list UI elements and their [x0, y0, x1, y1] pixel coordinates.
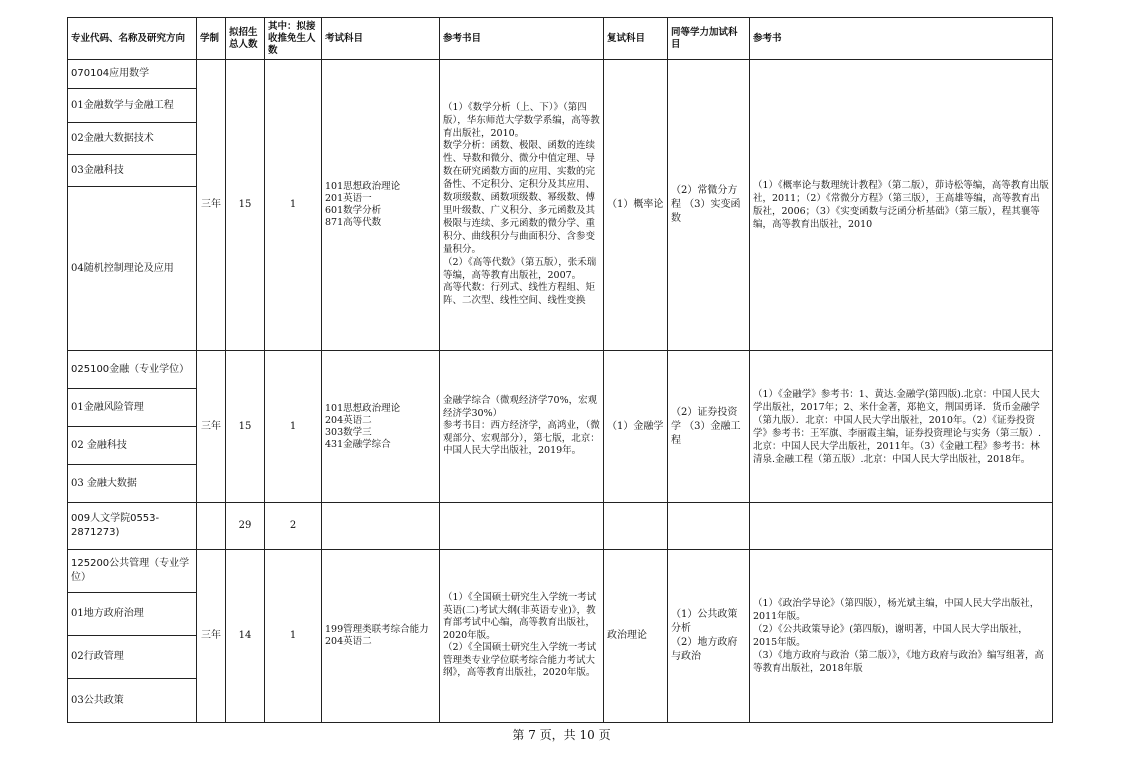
- reference-books-2: （1）《金融学》参考书：1、黄达.金融学(第四版).北京：中国人民大学出版社，2017年；2、米什金著，郑艳文，荆国勇译．货币金融学（第九版）．北京：中国人民大学出版社，2010年。（2）《证券投资学》参考书：王军旗、李丽霞主编，证券投资理论与实务（第三版）.北京：中国人民大学出版社，2011年。（3）《金融工程》参考书：林清泉.金融工程（第五版）.北京：中国人民大学出版社，2018年。: [750, 351, 1053, 503]
- retest-subject: （1）概率论: [604, 60, 668, 351]
- header-ref: 参考书目: [440, 18, 604, 60]
- planned-cell: 14: [226, 550, 265, 723]
- exempt-cell: 2: [265, 503, 322, 550]
- exam-subjects: 101思想政治理论 204英语二 303数学三 431金融学综合: [322, 351, 440, 503]
- direction-item: 01金融数学与金融工程: [68, 89, 197, 123]
- planned-cell: 29: [226, 503, 265, 550]
- header-years: 学制: [197, 18, 226, 60]
- years-cell: 三年: [197, 351, 226, 503]
- direction-item: 03公共政策: [68, 679, 197, 723]
- major-code: 025100金融（专业学位）: [68, 351, 197, 389]
- reference-books: 金融学综合（微观经济学70%，宏观经济学30%） 参考书目：西方经济学，高鸿业，（微观部分、宏观部分），第七版，北京：中国人民大学出版社，2019年。: [440, 351, 604, 503]
- exempt-cell: 1: [265, 550, 322, 723]
- planned-cell: 15: [226, 60, 265, 351]
- direction-item: 02行政管理: [68, 636, 197, 679]
- direction-item: 04随机控制理论及应用: [68, 187, 197, 351]
- header-exam: 考试科目: [322, 18, 440, 60]
- major-code: 070104应用数学: [68, 60, 197, 89]
- extra-subjects: （2）证券投资学 （3）金融工程: [668, 351, 750, 503]
- retest-subject: [604, 503, 668, 550]
- header-row: [68, 18, 1053, 60]
- retest-subject: （1）金融学: [604, 351, 668, 503]
- reference-books-2: （1）《概率论与数理统计教程》（第二版），茆诗松等编，高等教育出版社，2011；（2）《常微分方程》（第三版），王高雄等编，高等教育出版社，2006；（3）《实变函数与泛函分析基础》（第三版），程其襄等编，高等教育出版社，2010: [750, 60, 1053, 351]
- major-code: 125200公共管理（专业学位）: [68, 550, 197, 593]
- extra-subjects: （2）常微分方程 （3）实变函数: [668, 60, 750, 351]
- reference-books: （1）《全国硕士研究生入学统一考试英语(二)考试大纲(非英语专业)》，教育部考试中心编，高等教育出版社，2020年版。 （2）《全国硕士研究生入学统一考试管理类专业学位联考综合能力考试大纲》，高等教育出版社，2020年版。: [440, 550, 604, 723]
- retest-subject: 政治理论: [604, 550, 668, 723]
- college-code: 009人文学院0553-2871273): [68, 503, 197, 550]
- reference-books-2: [750, 503, 1053, 550]
- page-footer: 第 7 页，共 10 页: [512, 728, 611, 742]
- header-exempt: 其中：拟接收推免生人数: [265, 18, 322, 60]
- admissions-table: [67, 17, 1053, 723]
- planned-cell: 15: [226, 351, 265, 503]
- years-cell: [197, 503, 226, 550]
- exam-subjects: 101思想政治理论 201英语一 601数学分析 871高等代数: [322, 60, 440, 351]
- header-planned: 拟招生总人数: [226, 18, 265, 60]
- years-cell: 三年: [197, 60, 226, 351]
- header-ref2: 参考书: [750, 18, 1053, 60]
- extra-subjects: （1）公共政策分析 （2）地方政府与政治: [668, 550, 750, 723]
- direction-item: 02 金融科技: [68, 427, 197, 465]
- direction-item: 02金融大数据技术: [68, 123, 197, 155]
- reference-books: [440, 503, 604, 550]
- exempt-cell: 1: [265, 60, 322, 351]
- reference-books: （1）《数学分析（上、下）》（第四版），华东师范大学数学系编，高等教育出版社，2010。 数学分析：函数、极限、函数的连续性、导数和微分、微分中值定理、导数在研究函数方面的应用、实数的完备性、不定积分、定积分及其应用、数项级数、函数项级数、幂级数、傅里叶级数、广义积分、多元函数及其极限与连续、多元函数的微分学、重积分、曲线积分与曲面积分、含参变量积分。 （2）《高等代数》（第五版），张禾瑞等编，高等教育出版社，2007。 高等代数：行列式、线性方程组、矩阵、二次型、线性空间、线性变换: [440, 60, 604, 351]
- header-extra: 同等学力加试科目: [668, 18, 750, 60]
- extra-subjects: [668, 503, 750, 550]
- exam-subjects: 199管理类联考综合能力 204英语二: [322, 550, 440, 723]
- direction-item: 03 金融大数据: [68, 465, 197, 503]
- reference-books-2: （1）《政治学导论》（第四版），杨光斌主编，中国人民大学出版社，2011年版。 （2）《公共政策导论》(第四版)，谢明著，中国人民大学出版社，2015年版。 （3）《地方政府与政治（第二版）》，《地方政府与政治》编写组著，高等教育出版社，2018年版: [750, 550, 1053, 723]
- exam-subjects: [322, 503, 440, 550]
- direction-item: 01金融风险管理: [68, 389, 197, 427]
- exempt-cell: 1: [265, 351, 322, 503]
- header-major: 专业代码、名称及研究方向: [68, 18, 197, 60]
- header-retest: 复试科目: [604, 18, 668, 60]
- years-cell: 三年: [197, 550, 226, 723]
- direction-item: 03金融科技: [68, 155, 197, 187]
- direction-item: 01地方政府治理: [68, 593, 197, 636]
